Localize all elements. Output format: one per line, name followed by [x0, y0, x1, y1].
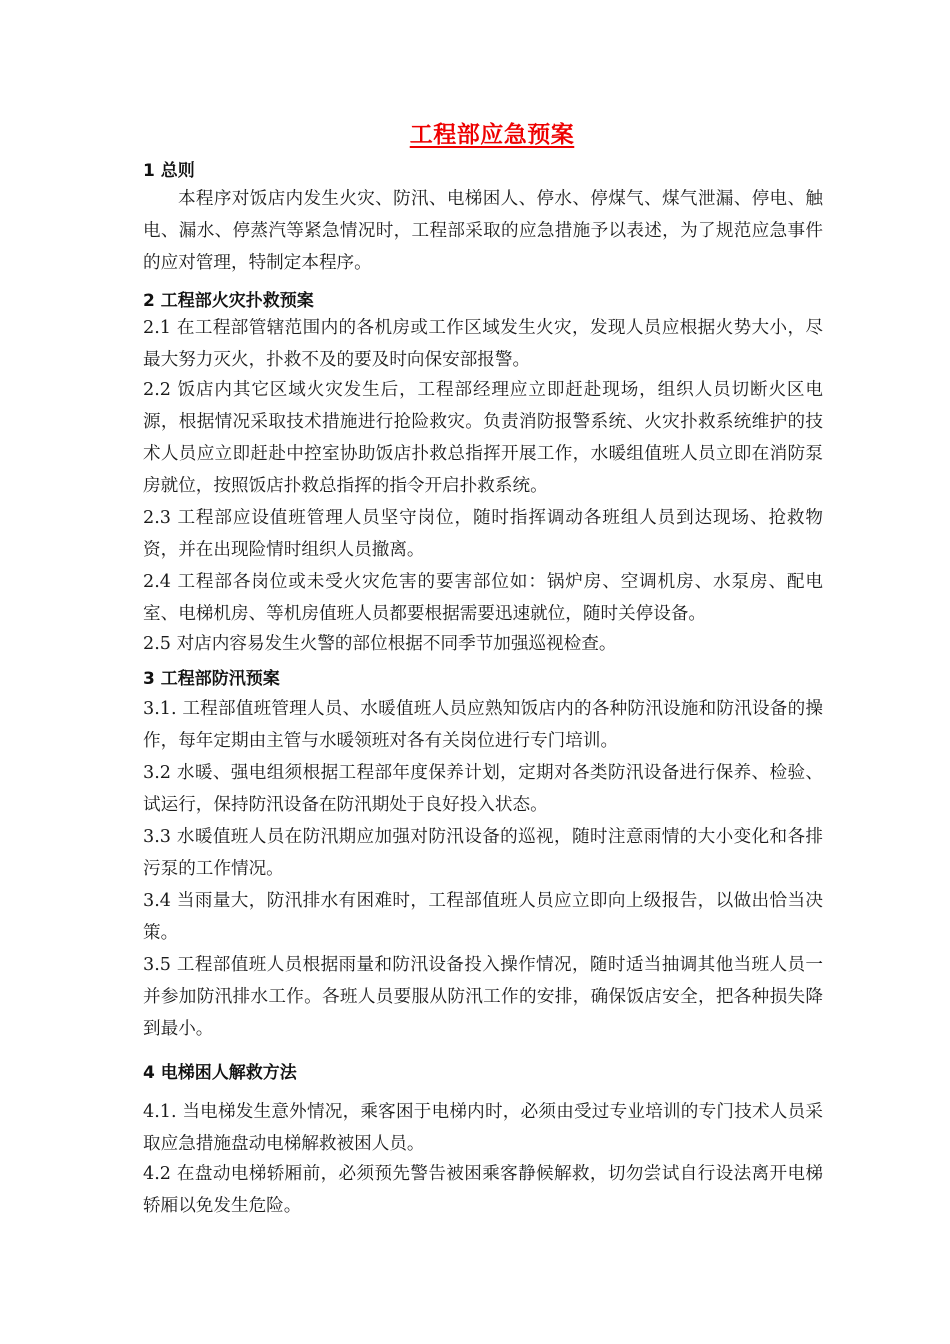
paragraph-flood-3-2: 3.2 水暖、强电组须根据工程部年度保养计划，定期对各类防汛设备进行保养、检验、试运行，保持防汛设备在防汛期处于良好投入状态。: [143, 763, 823, 815]
paragraph-flood-3-4: 3.4 当雨量大，防汛排水有困难时，工程部值班人员应立即向上级报告，以做出恰当决策。: [143, 891, 823, 943]
paragraph-flood-3-5: 3.5 工程部值班人员根据雨量和防汛设备投入操作情况，随时适当抽调其他当班人员一并参加防汛排水工作。各班人员要服从防汛工作的安排，确保饭店安全，把各种损失降到最小。: [143, 955, 823, 1039]
section-heading-flood: 3 工程部防汛预案: [143, 669, 280, 689]
paragraph-fire-2-2: 2.2 饭店内其它区域火灾发生后，工程部经理应立即赶赴现场，组织人员切断火区电源，根据情况采取技术措施进行抢险救灾。负责消防报警系统、火灾扑救系统维护的技术人员应立即赶赴中控室协助饭店扑救总指挥开展工作，水暖组值班人员立即在消防泵房就位，按照饭店扑救总指挥的指令开启扑救系统。: [143, 380, 823, 496]
section-heading-elevator: 4 电梯困人解救方法: [143, 1063, 297, 1083]
paragraph-fire-2-3: 2.3 工程部应设值班管理人员坚守岗位，随时指挥调动各班组人员到达现场、抢救物资，并在出现险情时组织人员撤离。: [143, 508, 823, 560]
section-heading-fire: 2 工程部火灾扑救预案: [143, 291, 314, 311]
paragraph-general: 本程序对饭店内发生火灾、防汛、电梯困人、停水、停煤气、煤气泄漏、停电、触电、漏水、停蒸汽等紧急情况时，工程部采取的应急措施予以表述，为了规范应急事件的应对管理，特制定本程序。: [143, 189, 823, 273]
paragraph-fire-2-4: 2.4 工程部各岗位或未受火灾危害的要害部位如：锅炉房、空调机房、水泵房、配电室、电梯机房、等机房值班人员都要根据需要迅速就位，随时关停设备。: [143, 572, 823, 624]
paragraph-elevator-4-1: 4.1. 当电梯发生意外情况，乘客困于电梯内时，必须由受过专业培训的专门技术人员采取应急措施盘动电梯解救被困人员。: [143, 1102, 823, 1154]
paragraph-flood-3-3: 3.3 水暖值班人员在防汛期应加强对防汛设备的巡视，随时注意雨情的大小变化和各排污泵的工作情况。: [143, 827, 823, 879]
paragraph-fire-2-1: 2.1 在工程部管辖范围内的各机房或工作区域发生火灾，发现人员应根据火势大小，尽最大努力灭火，扑救不及的要及时向保安部报警。: [143, 318, 823, 370]
paragraph-fire-2-5: 2.5 对店内容易发生火警的部位根据不同季节加强巡视检查。: [143, 634, 617, 654]
document-title: 工程部应急预案: [409, 122, 575, 148]
section-heading-general: 1 总则: [143, 161, 195, 181]
paragraph-flood-3-1: 3.1. 工程部值班管理人员、水暖值班人员应熟知饭店内的各种防汛设施和防汛设备的操作，每年定期由主管与水暖领班对各有关岗位进行专门培训。: [143, 699, 823, 751]
paragraph-elevator-4-2: 4.2 在盘动电梯轿厢前，必须预先警告被困乘客静候解救，切勿尝试自行设法离开电梯轿厢以免发生危险。: [143, 1164, 823, 1216]
